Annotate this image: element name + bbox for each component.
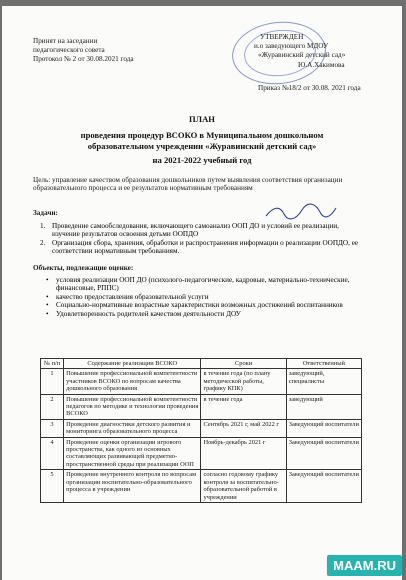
goal-paragraph: Цель: управление качеством образования дошкольников путем выявления соответствия организации образовательного процесса и ее результатов нормативным требованиям: [33, 176, 343, 193]
handwritten-signature: [264, 202, 338, 222]
header-content: Содержание реализации ВСОКО: [64, 359, 201, 369]
task-item: 1. Проведение самообследования, включающего самоанализ ООП ДО и условий ее реализации, изучение результатов освоения детьми ООПДО: [40, 222, 339, 239]
table-row: [41, 394, 362, 419]
cell-responsible: Заведующий воспитатели: [286, 437, 361, 470]
objects-list: [42, 276, 368, 318]
cell-term: в течение года (по плану методической работы, графику КПК): [201, 369, 286, 394]
approval-right-line3: «Журавинский детский сад»: [258, 51, 346, 59]
approval-right-line2: и.о заведующего МДОУ: [254, 42, 329, 50]
table-row: [41, 419, 362, 437]
approval-right-line4: Ю.А.Хакимова: [298, 61, 345, 69]
header-number: № п/п: [41, 359, 64, 369]
object-item: • Удовлетворенность родителей качеством деятельности ДОУ: [42, 310, 368, 318]
object-item: • условия реализации ООП ДО (психолого-педагогические, кадровые, материально-технические, финансовые, РППС): [42, 276, 368, 293]
header-responsible: Ответственный: [286, 359, 361, 369]
table-row: [41, 369, 362, 394]
table-header-row: [41, 359, 362, 369]
plan-subtitle-line1: проведения процедур ВСОКО в Муниципальном дошкольном: [80, 130, 324, 140]
cell-number: 3: [41, 419, 64, 437]
table-row: [41, 437, 362, 470]
cell-number: 4: [41, 437, 64, 470]
cell-term: согласно годовому графику контроля за воспитательно-образовательной работой в учреждении: [201, 470, 286, 503]
cell-content: Повышение профессиональной компетентности участников ВСОКО по вопросам качества дошкольного образования: [64, 369, 201, 394]
cell-content: Повышение профессиональной компетентности педагогов по методике и технологии проведения ВСОКО: [64, 394, 201, 419]
tasks-list: [38, 222, 368, 256]
object-item: • Социально-нормативные возрастные характеристики возможных достижений воспитанников: [42, 301, 368, 309]
header-term: Сроки: [201, 359, 286, 369]
cell-number: 1: [41, 369, 64, 394]
approval-left-line2: педагогического совета: [33, 46, 105, 54]
document-page: [2, 6, 402, 580]
table-row: [41, 470, 362, 503]
approval-right-line5: Приказ №18/2 от 30.08. 2021 года: [258, 84, 361, 92]
object-item: • качество предоставления образовательной услуги: [42, 293, 368, 301]
plan-table: [40, 358, 362, 503]
cell-responsible: заведующий: [286, 394, 361, 419]
cell-content: Проведение оценки организации игрового пространства, как одного из основных составляющих развивающей предметно-пространственной среды при реализации ООП: [64, 437, 201, 470]
cell-content: Проведение внутреннего контроля по вопросам организации воспитательно-образовательного процесса в учреждении: [64, 470, 201, 503]
cell-number: 5: [41, 470, 64, 503]
plan-title: ПЛАН: [189, 114, 215, 124]
cell-content: Проведение диагностики детского развития и мониторинга образовательного процесса: [64, 419, 201, 437]
cell-responsible: Заведующий воспитатели: [286, 470, 361, 503]
plan-subtitle-line2: образовательном учреждении «Журавинский детский сад»: [87, 141, 317, 151]
task-item: 2. Организация сбора, хранения, обработки и распространения информации о реализации ООПДО, ее соответствии нормативным требованиям.: [40, 238, 359, 256]
objects-heading: Объекты, подлежащие оценке:: [33, 264, 134, 272]
approval-left-line3: Протокол № 2 от 30.08.2021 года: [33, 55, 134, 63]
cell-number: 2: [41, 394, 64, 419]
plan-year: на 2021-2022 учебный год: [152, 155, 252, 165]
approval-left-line1: Принят на заседании: [33, 37, 98, 45]
tasks-heading: Задачи:: [33, 209, 58, 217]
cell-term: в течение года: [201, 394, 286, 419]
cell-responsible: Заведующий воспитатели: [286, 419, 361, 437]
cell-term: Сентябрь 2021 г, май 2022 г: [201, 419, 286, 437]
approval-right-line1: УТВЕРЖДЕН: [260, 33, 304, 41]
cell-term: Ноябрь-декабрь 2021 г: [201, 437, 286, 470]
cell-responsible: заведующий, специалисты: [286, 369, 361, 394]
maam-watermark-logo: MAAM.RU: [327, 555, 402, 576]
